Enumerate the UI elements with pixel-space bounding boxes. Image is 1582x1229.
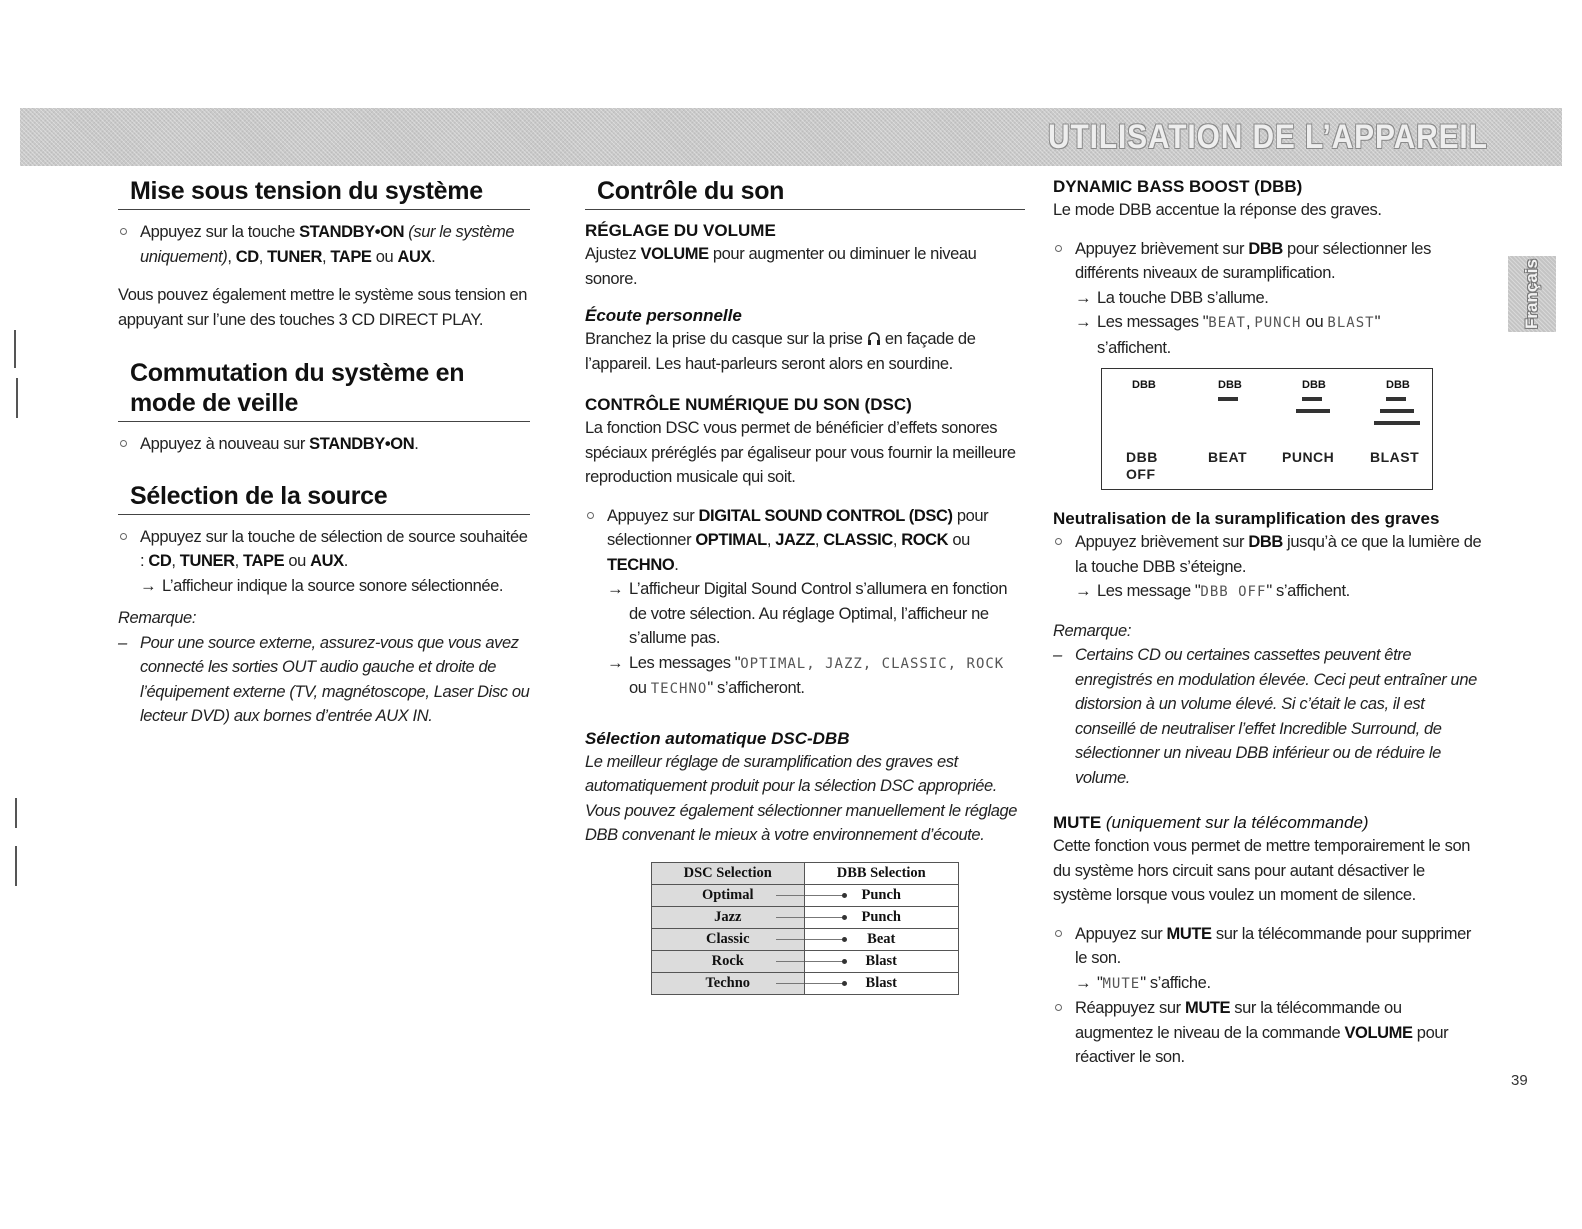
arrow-right-icon: → xyxy=(140,576,157,595)
table-row xyxy=(652,884,959,906)
table-cell: Punch xyxy=(861,908,901,925)
dbb-display-diagram xyxy=(1101,368,1433,490)
dbb-indicator-label: DBB xyxy=(1218,379,1242,391)
remark-text: – Pour une source externe, assurez-vous que vous avez connecté les sorties OUT audio gauche et droite de l’équipement externe (TV, magnétoscope, Laser Disc ou lecteur DVD) aux bornes d’entrée AUX IN. xyxy=(118,633,530,725)
remark-label: Remarque: xyxy=(118,609,197,627)
table-cell: Blast xyxy=(865,952,897,969)
dbb-state-label: BLAST xyxy=(1370,449,1420,465)
section-title-standby: Commutation du système en mode de veille xyxy=(118,358,530,422)
remark-text: – Certains CD ou certaines cassettes peuvent être enregistrés en modulation élevée. Ceci peut entraîner une distorsion à un volume élevé. Si c’était le cas, il est conseillé de neutraliser l’effet Incredible Surround, de sélectionner un niveau DBB inférieur ou de réduire le volume. xyxy=(1053,646,1477,787)
paragraph: Ajustez VOLUME pour augmenter ou diminuer le niveau sonore. xyxy=(585,245,977,288)
table-row xyxy=(652,972,959,994)
dbb-indicator-label: DBB xyxy=(1386,379,1410,391)
subheading-dbb: DYNAMIC BASS BOOST (DBB) xyxy=(1053,177,1303,196)
subheading-auto-dsc-dbb: Sélection automatique DSC-DBB xyxy=(585,728,850,748)
level-bar xyxy=(1380,409,1414,413)
result-item: → L’afficheur Digital Sound Control s’allumera en fonction de votre sélection. Au réglage Optimal, l’afficheur ne s’allume pas. xyxy=(585,577,1025,651)
result-item: → "MUTE" s’affiche. xyxy=(1053,971,1483,997)
result-item: → Les message "DBB OFF" s’affichent. xyxy=(1053,579,1483,605)
language-tab-label: Français xyxy=(1522,259,1541,329)
column-right xyxy=(1053,176,1483,1070)
paragraph: Le meilleur réglage de suramplification des graves est automatiquement produit pour la sélection DSC appropriée. Vous pouvez également sélectionner manuellement le réglage DBB convenant le mieux à votre environnement d’écoute. xyxy=(585,752,1018,844)
list-item: Appuyez brièvement sur DBB jusqu’à ce que la lumière de la touche DBB s’éteigne. xyxy=(1053,530,1483,579)
arrow-right-icon: → xyxy=(1075,973,1092,992)
margin-mark xyxy=(16,378,18,418)
table-row xyxy=(652,906,959,928)
margin-mark xyxy=(15,798,17,828)
list-item: Appuyez sur la touche STANDBY•ON (sur le système uniquement), CD, TUNER, TAPE ou AUX. xyxy=(118,220,530,269)
dbb-state-label: PUNCH xyxy=(1282,449,1335,465)
table-row xyxy=(652,928,959,950)
arrow-right-icon: → xyxy=(607,580,624,598)
subheading-volume: RÉGLAGE DU VOLUME xyxy=(585,221,776,240)
result-item: → Les messages "OPTIMAL, JAZZ, CLASSIC, ROCK ou TECHNO" s’afficheront. xyxy=(585,651,1025,702)
section-title-sound: Contrôle du son xyxy=(585,176,1025,210)
column-left xyxy=(118,176,530,729)
dsc-dbb-table xyxy=(651,862,959,995)
level-bar xyxy=(1302,397,1322,401)
list-item: Appuyez sur MUTE sur la télécommande pour supprimer le son. xyxy=(1053,922,1483,971)
dbb-state-label: DBB OFF xyxy=(1126,449,1158,482)
page-title: UTILISATION DE L’APPAREIL xyxy=(1048,118,1488,156)
headphones-icon xyxy=(867,330,881,348)
level-bar xyxy=(1218,397,1238,401)
subheading-headphones: Écoute personnelle xyxy=(585,306,742,325)
language-tab xyxy=(1508,256,1556,332)
table-cell: Beat xyxy=(867,930,896,947)
table-header-row xyxy=(652,862,959,884)
margin-mark xyxy=(15,846,17,886)
arrow-right-icon: → xyxy=(1075,313,1092,331)
margin-mark xyxy=(14,330,16,368)
dbb-indicator-label: DBB xyxy=(1132,379,1156,391)
list-item: Appuyez sur DIGITAL SOUND CONTROL (DSC) pour sélectionner OPTIMAL, JAZZ, CLASSIC, ROCK ou TECHNO. xyxy=(585,504,1025,578)
result-item: → Les messages "BEAT, PUNCH ou BLAST" s’affichent. xyxy=(1053,310,1483,360)
subheading-mute: MUTE (uniquement sur la télécommande) xyxy=(1053,813,1369,832)
subheading-neutralisation: Neutralisation de la suramplification des graves xyxy=(1053,509,1440,528)
result-item: → L’afficheur indique la source sonore sélectionnée. xyxy=(118,574,530,599)
table-cell: Jazz xyxy=(714,908,742,925)
column-middle xyxy=(585,176,1025,995)
arrow-right-icon: → xyxy=(1075,582,1092,600)
list-item: Réappuyez sur MUTE sur la télécommande ou augmentez le niveau de la commande VOLUME pour réactiver le son. xyxy=(1053,996,1483,1070)
dbb-state-label: BEAT xyxy=(1208,449,1248,465)
arrow-right-icon: → xyxy=(607,653,624,672)
paragraph: Vous pouvez également mettre le système sous tension en appuyant sur l’une des touches 3 CD DIRECT PLAY. xyxy=(118,286,528,329)
header-banner xyxy=(20,108,1562,166)
remark-label: Remarque: xyxy=(1053,621,1132,640)
page-number: 39 xyxy=(1511,1072,1528,1089)
list-item: Appuyez brièvement sur DBB pour sélectionner les différents niveaux de suramplification. xyxy=(1053,237,1483,286)
subheading-dsc: CONTRÔLE NUMÉRIQUE DU SON (DSC) xyxy=(585,395,912,414)
level-bar xyxy=(1374,421,1420,425)
table-cell: Blast xyxy=(865,974,897,991)
dbb-indicator-label: DBB xyxy=(1302,379,1326,391)
table-cell: Techno xyxy=(705,974,751,991)
table-row xyxy=(652,950,959,972)
table-header-cell: DBB Selection xyxy=(804,862,959,884)
level-bar xyxy=(1386,397,1406,401)
result-item: → La touche DBB s’allume. xyxy=(1053,286,1483,311)
paragraph: Le mode DBB accentue la réponse des graves. xyxy=(1053,201,1382,219)
section-title-power-on: Mise sous tension du système xyxy=(118,176,530,210)
level-bar xyxy=(1296,409,1330,413)
list-item: Appuyez à nouveau sur STANDBY•ON. xyxy=(118,432,530,457)
paragraph: La fonction DSC vous permet de bénéficier d’effets sonores spéciaux préréglés par égaliseur pour vous fournir la meilleure reproduction musicale qui soit. xyxy=(585,419,1016,486)
paragraph: Cette fonction vous permet de mettre temporairement le son du système hors circuit sans pour autant désactiver le système lorsque vous voulez un moment de silence. xyxy=(1053,837,1471,904)
list-item: Appuyez sur la touche de sélection de source souhaitée : CD, TUNER, TAPE ou AUX. xyxy=(118,525,530,574)
arrow-right-icon: → xyxy=(1075,288,1092,307)
paragraph: Branchez la prise du casque sur la prise en façade de l’appareil. Les haut-parleurs seront alors en sourdine. xyxy=(585,330,976,373)
table-cell: Rock xyxy=(711,952,744,969)
table-cell: Classic xyxy=(706,930,750,947)
table-cell: Punch xyxy=(861,886,901,903)
section-title-source: Sélection de la source xyxy=(118,481,530,515)
table-cell: Optimal xyxy=(701,886,754,903)
table-header-cell: DSC Selection xyxy=(652,862,805,884)
